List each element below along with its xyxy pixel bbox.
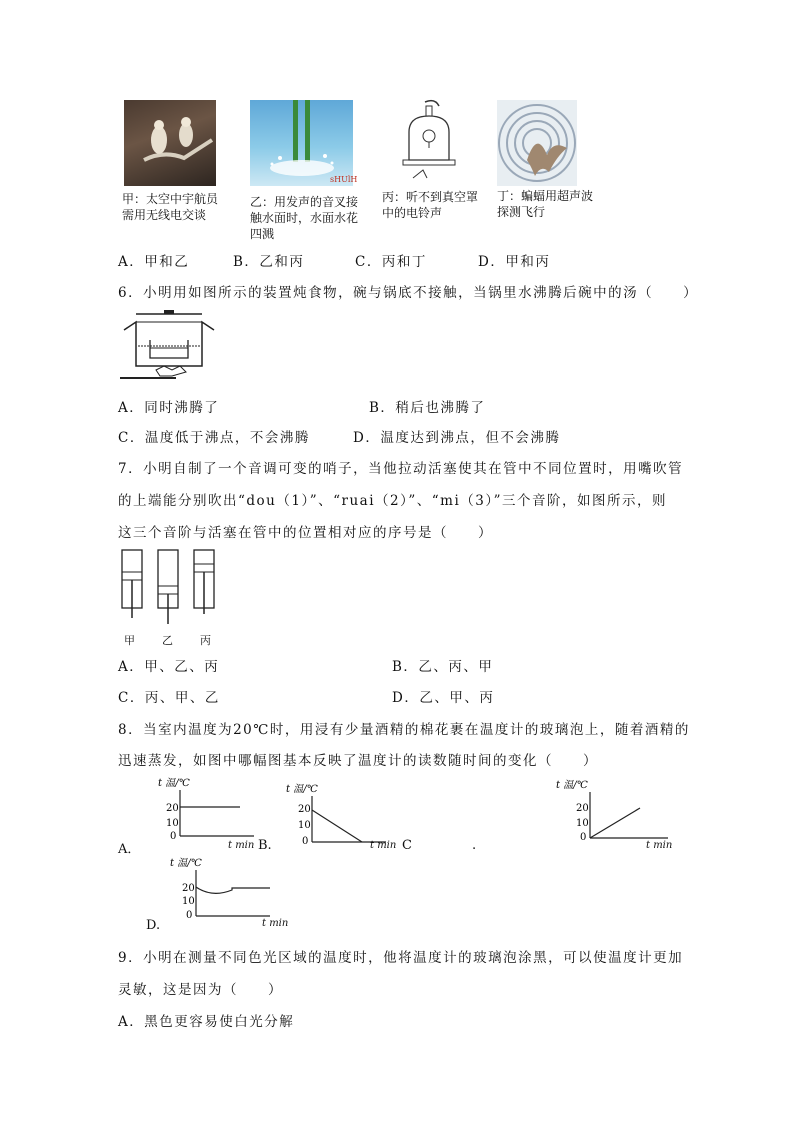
caption-ding: 丁：蝙蝠用超声波探测飞行: [497, 189, 594, 219]
svg-text:t 温/℃: t 温/℃: [170, 858, 202, 869]
bat-photo: [497, 100, 577, 186]
tube-label-bing: 丙: [200, 634, 211, 647]
q5-option-a[interactable]: A．甲和乙: [118, 254, 190, 270]
q9-stem-line-1: 9．小明在测量不同色光区域的温度时，他将温度计的玻璃泡涂黑，可以使温度计更加: [118, 950, 684, 966]
tube-label-yi: 乙: [162, 634, 173, 647]
caption-yi: 乙：用发声的音叉接触水面时，水面水花四溅: [250, 195, 359, 241]
svg-text:0: 0: [170, 831, 177, 842]
q6-option-a[interactable]: A．同时沸腾了: [118, 400, 220, 416]
q5-option-c[interactable]: C．丙和丁: [355, 254, 427, 270]
whistle-tubes-figure: [118, 548, 228, 630]
q6-option-d[interactable]: D．温度达到沸点，但不会沸腾: [353, 430, 561, 446]
svg-text:20: 20: [298, 804, 311, 815]
q8-option-c-letter[interactable]: C: [402, 838, 412, 853]
graph-a-ylabel: t 温/℃: [158, 778, 190, 789]
svg-text:20: 20: [182, 883, 195, 894]
q5-option-d[interactable]: D．甲和丙: [478, 254, 551, 270]
svg-text:0: 0: [580, 832, 587, 843]
svg-text:10: 10: [166, 818, 179, 829]
q8-option-b-letter[interactable]: B.: [258, 838, 272, 853]
svg-text:10: 10: [182, 896, 195, 907]
svg-text:20: 20: [166, 803, 179, 814]
q9-option-a[interactable]: A．黑色更容易使白光分解: [118, 1014, 295, 1030]
q7-option-b[interactable]: B．乙、丙、甲: [392, 659, 494, 675]
svg-text:10: 10: [298, 820, 311, 831]
caption-bing: 丙：听不到真空罩中的电铃声: [382, 190, 479, 220]
tuning-fork-photo: [250, 100, 358, 186]
svg-text:20: 20: [576, 803, 589, 814]
q8-stem-line-2: 迅速蒸发，如图中哪幅图基本反映了温度计的读数随时间的变化（ ）: [118, 753, 598, 769]
caption-jia: 甲：太空中宇航员需用无线电交谈: [122, 192, 219, 222]
svg-text:t 温/℃: t 温/℃: [286, 784, 318, 795]
q5-option-b[interactable]: B．乙和丙: [233, 254, 305, 270]
q6-stem: 6．小明用如图所示的装置炖食物，碗与锅底不接触，当锅里水沸腾后碗中的汤（ ）: [118, 285, 699, 301]
q7-stem-line-3: 这三个音阶与活塞在管中的位置相对应的序号是（ ）: [118, 525, 493, 541]
bell-jar-figure: [395, 98, 463, 186]
svg-text:10: 10: [576, 818, 589, 829]
stew-pot-figure: [120, 310, 220, 386]
q9-stem-line-2: 灵敏，这是因为（ ）: [118, 982, 283, 998]
q7-stem-line-1: 7．小明自制了一个音调可变的哨子，当他拉动活塞使其在管中不同位置时，用嘴吹管: [118, 461, 684, 477]
q8-stem-line-1: 8．当室内温度为20℃时，用浸有少量酒精的棉花裹在温度计的玻璃泡上，随着酒精的: [118, 722, 690, 738]
tube-label-jia: 甲: [124, 634, 135, 647]
q6-option-b[interactable]: B．稍后也沸腾了: [369, 400, 486, 416]
graph-c-xlabel: t min: [646, 840, 673, 851]
svg-text:t 温/℃: t 温/℃: [556, 780, 588, 791]
q7-stem-line-2: 的上端能分别吹出“dou（1）”、“ruai（2）”、“mi（3）”三个音阶，如图所示，则: [118, 493, 668, 509]
graph-d-xlabel: t min: [262, 918, 289, 929]
svg-text:0: 0: [186, 910, 193, 921]
q8-option-d-letter[interactable]: D.: [146, 918, 161, 933]
svg-text:0: 0: [302, 836, 309, 847]
q7-option-a[interactable]: A．甲、乙、丙: [118, 659, 220, 675]
graph-a-xlabel: t min: [228, 840, 255, 851]
q8-option-separator: .: [472, 838, 477, 853]
q7-option-d[interactable]: D．乙、甲、丙: [392, 690, 495, 706]
q6-option-c[interactable]: C．温度低于沸点，不会沸腾: [118, 430, 310, 446]
graph-b-xlabel: t min: [370, 840, 397, 851]
q8-option-a-letter[interactable]: A．: [118, 842, 141, 857]
svg-text:sHUlH: sHUlH: [330, 175, 358, 184]
q7-option-c[interactable]: C．丙、甲、乙: [118, 690, 220, 706]
astronaut-photo: [124, 100, 216, 186]
